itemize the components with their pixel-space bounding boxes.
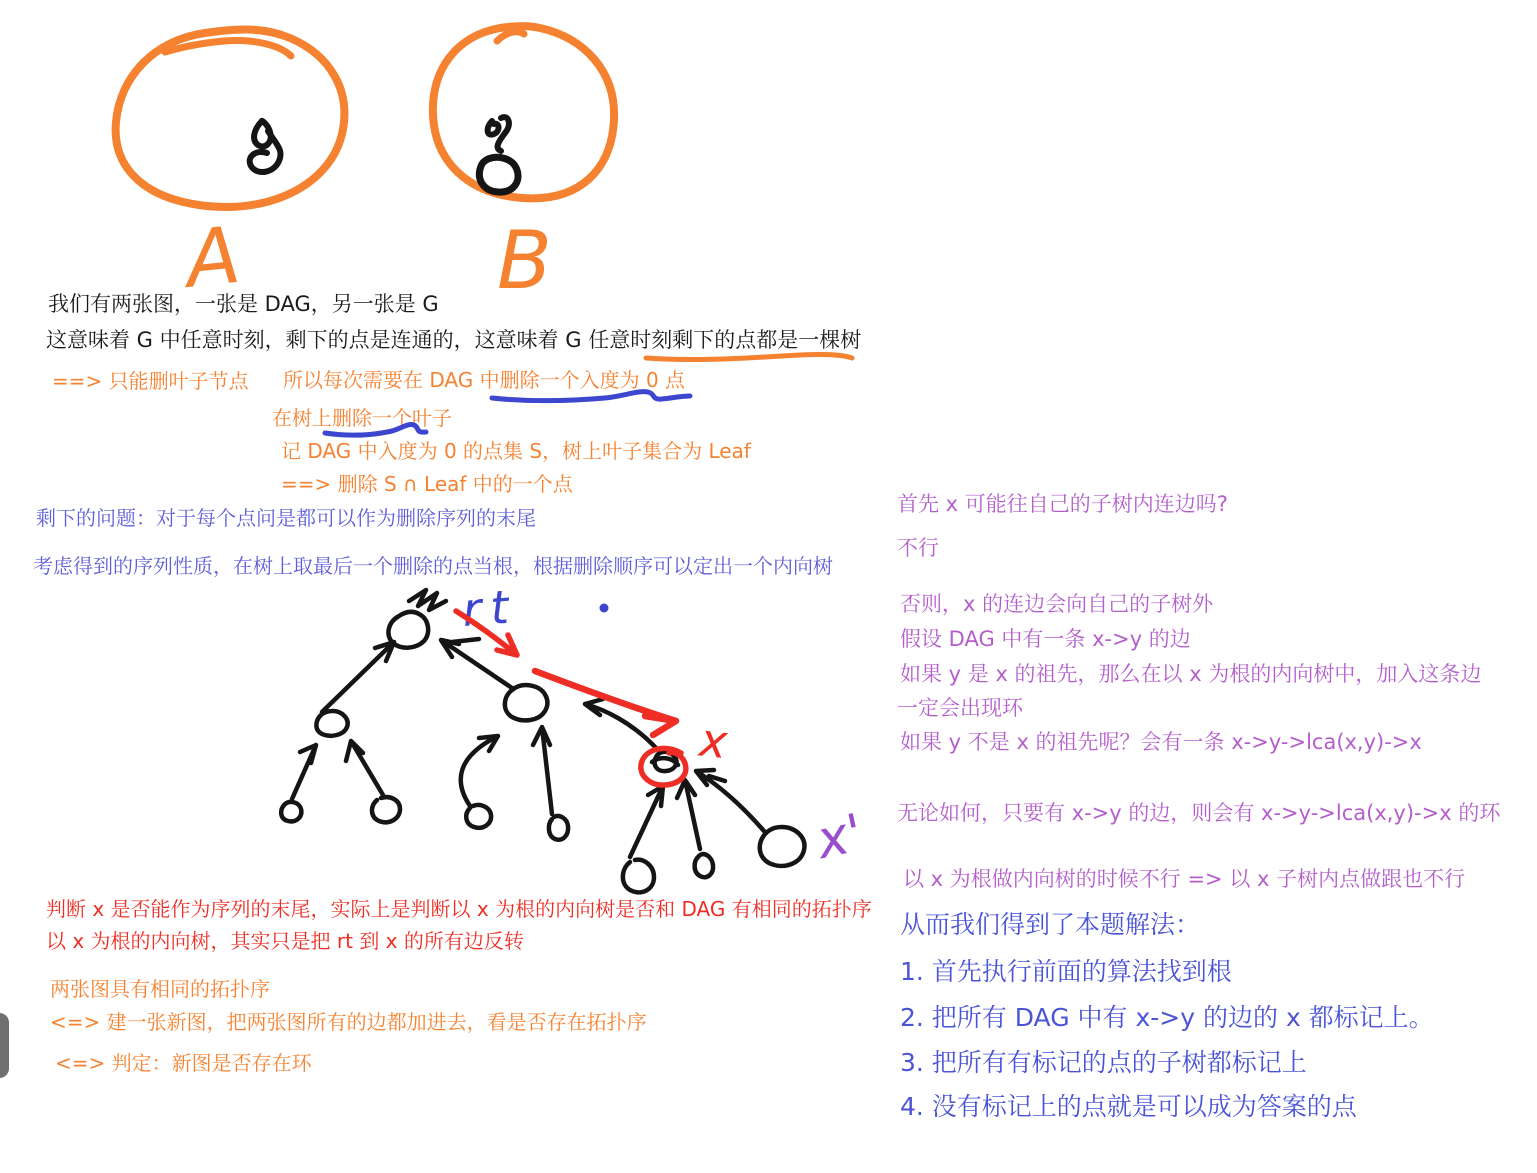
solution-step-4: 4. 没有标记上的点就是可以成为答案的点 [900, 1092, 1357, 1121]
note-only-leaf: ==> 只能删叶子节点 [52, 369, 249, 393]
tree-edge-leaf7 [696, 770, 764, 831]
tree-edge-left-root [322, 642, 394, 712]
solution-title: 从而我们得到了本题解法： [900, 910, 1201, 939]
graph-b-top-stroke [497, 32, 524, 41]
root-top-scribble [409, 590, 446, 610]
x-mark-label: x [697, 712, 730, 770]
tree-leaf-3 [466, 805, 491, 828]
tree-edge-leaf6 [677, 780, 700, 849]
note-same-topo: 两张图具有相同的拓扑序 [50, 977, 270, 1001]
tree-leaf-5 [623, 860, 654, 893]
note-set-s-leaf: 记 DAG 中入度为 0 的点集 S，树上叶子集合为 Leaf [281, 439, 751, 463]
note-judge-x: 判断 x 是否能作为序列的末尾，实际上是判断以 x 为根的内向树是否和 DAG 有相同的拓扑序 [46, 897, 872, 921]
tree-leaf-2 [372, 797, 400, 822]
marker-underlines [325, 354, 852, 435]
root-label: rt [460, 579, 520, 637]
tree-leaf-6 [695, 854, 713, 877]
note-tree-property: 这意味着 G 中任意时刻，剩下的点是连通的，这意味着 G 任意时刻剩下的点都是一棵树 [46, 328, 862, 352]
red-arrow-2 [535, 671, 676, 735]
note-ancestor-case: 如果 y 是 x 的祖先，那么在以 x 为根的内向树中，加入这条边 [900, 662, 1482, 686]
solution-step-1: 1. 首先执行前面的算法找到根 [900, 957, 1232, 986]
note-not-ancestor: 如果 y 不是 x 的祖先呢？会有一条 x->y->lca(x,y)->x [900, 730, 1422, 754]
graph-b-label: B [497, 214, 552, 307]
note-no: 不行 [897, 536, 939, 560]
x-prime-label: x' [811, 803, 869, 872]
note-delete-leaf: 在树上删除一个叶子 [272, 406, 452, 430]
tree-edge-leaf2 [346, 741, 383, 795]
tree-node-left [316, 711, 347, 736]
tree-edge-leaf5 [630, 786, 663, 857]
tree-edge-leaf1 [292, 745, 316, 799]
red-annotations [456, 611, 731, 785]
note-reverse-edges: 以 x 为根的内向树，其实只是把 rt 到 x 的所有边反转 [46, 929, 524, 953]
note-merge-graph: <=> 建一张新图，把两张图所有的边都加进去，看是否存在拓扑序 [50, 1010, 647, 1034]
note-delete-indeg0: 所以每次需要在 DAG 中删除一个入度为 0 点 [283, 368, 686, 392]
note-two-graphs: 我们有两张图，一张是 DAG，另一张是 G [48, 292, 439, 316]
tree-leaf-1 [281, 802, 301, 821]
tree-edge-leaf4 [533, 727, 552, 814]
note-otherwise: 否则，x 的连边会向自己的子树外 [900, 592, 1214, 616]
x-prime-annotation [810, 803, 869, 871]
tree-leaf-4 [549, 816, 568, 840]
note-subtree-root-fail: 以 x 为根做内向树的时候不行 => 以 x 子树内点做跟也不行 [903, 867, 1466, 891]
tree-edge-x-mid [585, 699, 657, 749]
blue-underline-1 [492, 392, 690, 401]
solution-step-2: 2. 把所有 DAG 中有 x->y 的边的 x 都标记上。 [900, 1003, 1434, 1032]
sidebar-handle[interactable] [0, 1013, 9, 1078]
rt-dot [600, 604, 609, 613]
graph-b-inner-scribble-1 [488, 117, 509, 151]
note-always-cycle: 无论如何，只要有 x->y 的边，则会有 x->y->lca(x,y)->x 的环 [897, 801, 1501, 825]
solution-step-3: 3. 把所有有标记的点的子树都标记上 [900, 1048, 1307, 1077]
graph-a-top-stroke [165, 41, 291, 56]
orange-underline [646, 354, 852, 359]
note-assume-edge: 假设 DAG 中有一条 x->y 的边 [900, 627, 1191, 651]
note-remaining-question: 剩下的问题：对于每个点问是都可以作为删除序列的末尾 [36, 506, 536, 530]
graph-a-label: A [181, 210, 245, 306]
note-cycle-appears: 一定会出现环 [897, 696, 1023, 720]
tree-edge-leaf3 [461, 736, 498, 806]
note-cycle-check: <=> 判定：新图是否存在环 [55, 1051, 312, 1075]
note-sequence-property: 考虑得到的序列性质，在树上取最后一个删除的点当根，根据删除顺序可以定出一个内向树 [33, 554, 833, 578]
tree-edge-mid-root [441, 640, 512, 688]
graph-a-sketch [116, 29, 345, 306]
tree-node-mid [505, 685, 547, 720]
tree-dash-root [452, 639, 479, 642]
graph-a-inner-scribble [250, 121, 281, 172]
graph-b-sketch [433, 26, 614, 307]
tree-leaf-7 [760, 827, 805, 866]
blue-underline-2 [325, 425, 426, 436]
note-delete-s-cap: ==> 删除 S ∩ Leaf 中的一个点 [281, 472, 573, 496]
graph-b-inner-scribble-2 [479, 157, 518, 192]
note-q-subtree-edge: 首先 x 可能往自己的子树内连边吗? [897, 492, 1228, 516]
